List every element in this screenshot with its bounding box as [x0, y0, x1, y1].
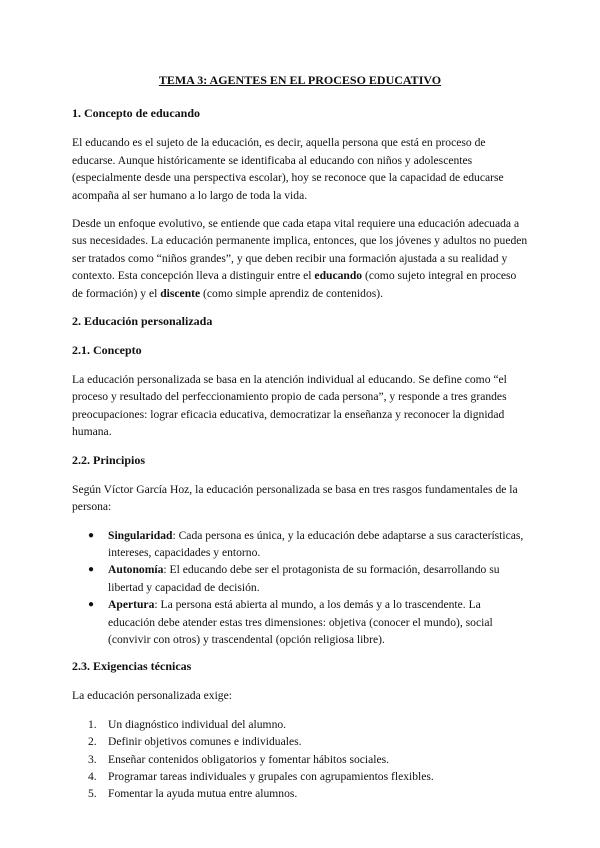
paragraph-educando-definition: El educando es el sujeto de la educación, es decir, aquella persona que está en proceso de educarse. Aunque históricamente se identificaba al educando con niños y adolescentes (especialmente desde una perspectiva escolar), hoy se reconoce que la capacidad de educarse acompaña al ser humano a lo largo de toda la vida.	[72, 136, 504, 202]
section-heading-1: 1. Concepto de educando	[72, 106, 201, 121]
paragraph-principles-intro: Según Víctor García Hoz, la educación personalizada se basa en tres rasgos fundamentales de la persona:	[72, 482, 518, 514]
paragraph-concept: La educación personalizada se basa en la atención individual al educando. Se define como “el proceso y resultado del perfeccionamiento propio de cada persona”, y responde a tres grandes preocupaciones: lograr eficacia educativa, democratizar la enseñanza y reconocer la dignidad humana.	[72, 373, 507, 439]
paragraph-text: Desde un enfoque evolutivo, se entiende que cada etapa vital requiere una educación adecuada a sus necesidades. La educación permanente implica, entonces, que los jóvenes y adultos no pueden ser tratados como “niños grandes”, y que deben recibir una formación ajustada a su realidad y contexto. Esta concepción lleva a distinguir entre el	[72, 217, 528, 283]
list-item	[108, 527, 528, 562]
term-educando: educando	[314, 269, 363, 283]
term-discente: discente	[160, 286, 201, 300]
principle-term: Apertura	[108, 598, 155, 612]
principle-text: : El educando debe ser el protagonista de su formación, desarrollando su libertad y capacidad de decisión.	[108, 563, 500, 594]
document-title: TEMA 3: AGENTES EN EL PROCESO EDUCATIVO	[158, 73, 442, 87]
list-number: 1.	[88, 717, 97, 731]
list-number: 3.	[88, 752, 97, 766]
list-item	[108, 561, 528, 596]
list-item	[108, 596, 528, 648]
paragraph-requirements-intro: La educación personalizada exige:	[72, 689, 232, 703]
subsection-heading-2-1: 2.1. Concepto	[72, 343, 142, 358]
principle-text: : La persona está abierta al mundo, a los demás y a lo trascendente. La educación debe atender estas tres dimensiones: objetiva (conocer el mundo), social (convivir con otros) y trascendental (opción religiosa libre).	[108, 598, 493, 646]
list-number: 2.	[88, 735, 97, 749]
requirement-text: Un diagnóstico individual del alumno.	[108, 717, 287, 731]
paragraph-text: (como simple aprendiz de contenidos).	[200, 286, 384, 300]
list-item	[88, 768, 528, 785]
paragraph-text: (como sujeto integral en proceso de formación) y el	[72, 269, 517, 300]
list-item	[88, 716, 528, 733]
list-item	[88, 785, 528, 802]
principle-term: Autonomía	[108, 563, 164, 577]
list-item	[88, 733, 528, 750]
section-heading-2: 2. Educación personalizada	[72, 314, 213, 329]
principle-text: : Cada persona es única, y la educación debe adaptarse a sus características, intereses, capacidades y entorno.	[108, 528, 524, 559]
principles-list	[72, 527, 528, 649]
subsection-heading-2-2: 2.2. Principios	[72, 452, 146, 467]
principle-term: Singularidad	[108, 528, 173, 542]
requirement-text: Programar tareas individuales y grupales con agrupamientos flexibles.	[108, 769, 434, 783]
list-number: 5.	[88, 787, 97, 801]
paragraph-evolutive-approach	[72, 215, 528, 302]
list-item	[88, 751, 528, 768]
requirement-text: Definir objetivos comunes e individuales.	[108, 735, 302, 749]
list-number: 4.	[88, 769, 97, 783]
requirement-text: Enseñar contenidos obligatorios y fomentar hábitos sociales.	[108, 752, 390, 766]
requirements-list	[72, 716, 528, 803]
subsection-heading-2-3: 2.3. Exigencias técnicas	[72, 659, 192, 674]
requirement-text: Fomentar la ayuda mutua entre alumnos.	[108, 787, 298, 801]
